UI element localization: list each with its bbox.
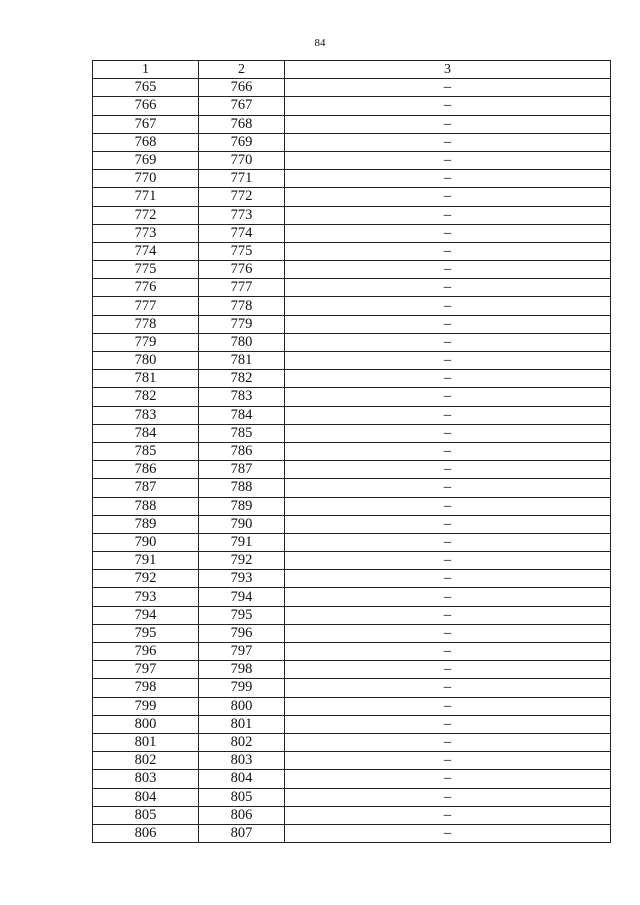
- table-cell-col3: –: [285, 624, 611, 642]
- table-cell-col1: 793: [93, 588, 199, 606]
- table-cell-col2: 794: [199, 588, 285, 606]
- table-row: [93, 115, 611, 133]
- table-cell-col1: 782: [93, 388, 199, 406]
- table-cell-col2: 803: [199, 752, 285, 770]
- table-cell-col1: 777: [93, 297, 199, 315]
- table-cell-col2: 789: [199, 497, 285, 515]
- table-cell-col2: 793: [199, 570, 285, 588]
- table-row: [93, 424, 611, 442]
- table-row: [93, 79, 611, 97]
- table-cell-col2: 783: [199, 388, 285, 406]
- table-row: [93, 442, 611, 460]
- table-cell-col1: 796: [93, 643, 199, 661]
- table-cell-col3: –: [285, 370, 611, 388]
- table-cell-col1: 801: [93, 733, 199, 751]
- table-cell-col1: 791: [93, 552, 199, 570]
- table-cell-col2: 781: [199, 352, 285, 370]
- table-cell-col1: 778: [93, 315, 199, 333]
- table-cell-col1: 806: [93, 824, 199, 842]
- table-cell-col1: 797: [93, 661, 199, 679]
- table-cell-col3: –: [285, 824, 611, 842]
- table-cell-col3: –: [285, 733, 611, 751]
- table-cell-col2: 778: [199, 297, 285, 315]
- table-cell-col3: –: [285, 679, 611, 697]
- table-row: [93, 806, 611, 824]
- table-cell-col2: 797: [199, 643, 285, 661]
- table-cell-col2: 805: [199, 788, 285, 806]
- table-cell-col3: –: [285, 752, 611, 770]
- table-cell-col3: –: [285, 115, 611, 133]
- table-cell-col3: –: [285, 515, 611, 533]
- table-cell-col3: –: [285, 315, 611, 333]
- table-cell-col1: 803: [93, 770, 199, 788]
- column-header-1: 1: [93, 61, 199, 79]
- table-cell-col3: –: [285, 461, 611, 479]
- table-cell-col3: –: [285, 715, 611, 733]
- table-row: [93, 133, 611, 151]
- table-cell-col3: –: [285, 643, 611, 661]
- table-cell-col1: 799: [93, 697, 199, 715]
- table-row: [93, 552, 611, 570]
- table-cell-col2: 792: [199, 552, 285, 570]
- table-cell-col2: 779: [199, 315, 285, 333]
- table-cell-col3: –: [285, 697, 611, 715]
- table-cell-col1: 805: [93, 806, 199, 824]
- table-cell-col1: 776: [93, 279, 199, 297]
- table-row: [93, 352, 611, 370]
- table-row: [93, 97, 611, 115]
- table-cell-col3: –: [285, 333, 611, 351]
- data-table: [92, 60, 611, 843]
- table-row: [93, 279, 611, 297]
- table-cell-col2: 776: [199, 261, 285, 279]
- table-cell-col3: –: [285, 261, 611, 279]
- table-cell-col1: 766: [93, 97, 199, 115]
- table-cell-col3: –: [285, 788, 611, 806]
- table-cell-col1: 792: [93, 570, 199, 588]
- header-row: [93, 61, 611, 79]
- table-cell-col3: –: [285, 497, 611, 515]
- table-cell-col1: 795: [93, 624, 199, 642]
- table-cell-col1: 787: [93, 479, 199, 497]
- table-cell-col2: 787: [199, 461, 285, 479]
- table-cell-col2: 769: [199, 133, 285, 151]
- table-cell-col3: –: [285, 352, 611, 370]
- table-cell-col1: 767: [93, 115, 199, 133]
- table-row: [93, 788, 611, 806]
- table-cell-col3: –: [285, 570, 611, 588]
- table-row: [93, 752, 611, 770]
- table-cell-col1: 786: [93, 461, 199, 479]
- table-row: [93, 643, 611, 661]
- table-cell-col3: –: [285, 479, 611, 497]
- table-cell-col2: 770: [199, 151, 285, 169]
- table-cell-col1: 783: [93, 406, 199, 424]
- table-cell-col3: –: [285, 424, 611, 442]
- table-cell-col1: 779: [93, 333, 199, 351]
- table-cell-col1: 804: [93, 788, 199, 806]
- table-cell-col1: 785: [93, 442, 199, 460]
- table-cell-col1: 774: [93, 242, 199, 260]
- table-cell-col1: 770: [93, 170, 199, 188]
- table-cell-col2: 802: [199, 733, 285, 751]
- table-row: [93, 824, 611, 842]
- table-cell-col2: 798: [199, 661, 285, 679]
- table-row: [93, 624, 611, 642]
- table-row: [93, 406, 611, 424]
- table-row: [93, 533, 611, 551]
- table-row: [93, 370, 611, 388]
- table-row: [93, 170, 611, 188]
- table-cell-col2: 775: [199, 242, 285, 260]
- table-row: [93, 151, 611, 169]
- table-row: [93, 588, 611, 606]
- table-cell-col1: 798: [93, 679, 199, 697]
- table-cell-col1: 772: [93, 206, 199, 224]
- table-cell-col1: 790: [93, 533, 199, 551]
- table-cell-col3: –: [285, 133, 611, 151]
- table-cell-col2: 801: [199, 715, 285, 733]
- table-row: [93, 715, 611, 733]
- table-cell-col3: –: [285, 279, 611, 297]
- table-cell-col2: 791: [199, 533, 285, 551]
- table-cell-col3: –: [285, 297, 611, 315]
- table-cell-col3: –: [285, 442, 611, 460]
- table-cell-col1: 784: [93, 424, 199, 442]
- table-body: [93, 79, 611, 843]
- page-number: 84: [314, 37, 326, 49]
- table-cell-col2: 777: [199, 279, 285, 297]
- table-cell-col2: 773: [199, 206, 285, 224]
- table-cell-col3: –: [285, 552, 611, 570]
- table-row: [93, 297, 611, 315]
- table-cell-col1: 769: [93, 151, 199, 169]
- column-header-2: 2: [199, 61, 285, 79]
- table-row: [93, 679, 611, 697]
- table-cell-col3: –: [285, 406, 611, 424]
- table-cell-col2: 780: [199, 333, 285, 351]
- table-cell-col2: 788: [199, 479, 285, 497]
- table-row: [93, 697, 611, 715]
- table-cell-col1: 765: [93, 79, 199, 97]
- table-row: [93, 333, 611, 351]
- table-cell-col3: –: [285, 170, 611, 188]
- table-row: [93, 770, 611, 788]
- table-row: [93, 242, 611, 260]
- table-cell-col2: 774: [199, 224, 285, 242]
- table-row: [93, 479, 611, 497]
- table-row: [93, 261, 611, 279]
- table-cell-col2: 784: [199, 406, 285, 424]
- table-cell-col2: 800: [199, 697, 285, 715]
- table-cell-col3: –: [285, 606, 611, 624]
- table-cell-col3: –: [285, 588, 611, 606]
- table-cell-col3: –: [285, 770, 611, 788]
- table-cell-col1: 788: [93, 497, 199, 515]
- table-cell-col2: 767: [199, 97, 285, 115]
- table-cell-col1: 781: [93, 370, 199, 388]
- table-cell-col3: –: [285, 224, 611, 242]
- table-cell-col1: 789: [93, 515, 199, 533]
- table-cell-col1: 780: [93, 352, 199, 370]
- table-cell-col2: 768: [199, 115, 285, 133]
- table-row: [93, 606, 611, 624]
- table-cell-col1: 794: [93, 606, 199, 624]
- column-header-3: 3: [285, 61, 611, 79]
- table-cell-col2: 771: [199, 170, 285, 188]
- table-cell-col2: 806: [199, 806, 285, 824]
- table-cell-col2: 795: [199, 606, 285, 624]
- table-cell-col2: 766: [199, 79, 285, 97]
- table-cell-col3: –: [285, 661, 611, 679]
- table-row: [93, 497, 611, 515]
- table-cell-col3: –: [285, 806, 611, 824]
- table-cell-col1: 773: [93, 224, 199, 242]
- table-cell-col2: 807: [199, 824, 285, 842]
- table-row: [93, 315, 611, 333]
- table-cell-col2: 782: [199, 370, 285, 388]
- table-row: [93, 206, 611, 224]
- table-row: [93, 515, 611, 533]
- table-cell-col2: 804: [199, 770, 285, 788]
- table-cell-col2: 786: [199, 442, 285, 460]
- table-cell-col2: 790: [199, 515, 285, 533]
- table-cell-col3: –: [285, 97, 611, 115]
- table-row: [93, 661, 611, 679]
- table-cell-col1: 775: [93, 261, 199, 279]
- table-cell-col3: –: [285, 242, 611, 260]
- table-cell-col1: 771: [93, 188, 199, 206]
- table-row: [93, 461, 611, 479]
- table-row: [93, 188, 611, 206]
- table-cell-col2: 796: [199, 624, 285, 642]
- table-cell-col1: 802: [93, 752, 199, 770]
- table-cell-col3: –: [285, 533, 611, 551]
- table-cell-col3: –: [285, 388, 611, 406]
- table-cell-col3: –: [285, 206, 611, 224]
- table-cell-col2: 785: [199, 424, 285, 442]
- table-cell-col3: –: [285, 188, 611, 206]
- table-cell-col2: 772: [199, 188, 285, 206]
- table-cell-col3: –: [285, 151, 611, 169]
- table-cell-col3: –: [285, 79, 611, 97]
- table-cell-col2: 799: [199, 679, 285, 697]
- table-row: [93, 224, 611, 242]
- table-cell-col1: 800: [93, 715, 199, 733]
- table-row: [93, 733, 611, 751]
- table-row: [93, 570, 611, 588]
- table-row: [93, 388, 611, 406]
- table-cell-col1: 768: [93, 133, 199, 151]
